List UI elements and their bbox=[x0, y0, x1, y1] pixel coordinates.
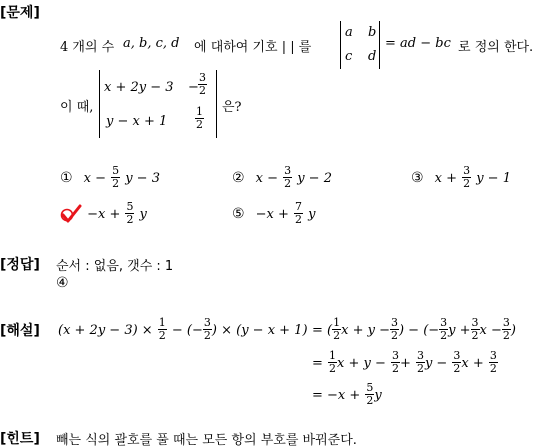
det-def-c: c bbox=[345, 49, 353, 64]
choice-3-fraction: $\frac{3}{2}$ bbox=[463, 164, 471, 190]
det-formula: = ad − bc bbox=[385, 36, 451, 51]
choice-4[interactable] bbox=[60, 201, 147, 226]
det-def-b: b bbox=[368, 25, 377, 40]
problem-header: [문제] bbox=[0, 5, 40, 21]
determinant-definition bbox=[340, 21, 380, 69]
choice-1-fraction: $\frac{5}{2}$ bbox=[112, 164, 120, 190]
choice-3-post: y − 1 bbox=[476, 171, 511, 186]
det-q-r2c2-fraction: $\frac{1}{2}$ bbox=[196, 105, 203, 131]
choice-3-number: ③ bbox=[411, 170, 424, 186]
choice-4-fraction: $\frac{5}{2}$ bbox=[126, 200, 134, 226]
question-prefix: 이 때, bbox=[60, 100, 94, 115]
choice-1-number: ① bbox=[60, 170, 73, 186]
answer-value: ④ bbox=[56, 275, 69, 291]
choice-1-post: y − 3 bbox=[125, 171, 160, 186]
choice-2-fraction: $\frac{3}{2}$ bbox=[284, 164, 292, 190]
problem-intro-suffix: 로 정의 한다. bbox=[458, 40, 534, 55]
choice-5-post: y bbox=[308, 207, 316, 222]
choice-3[interactable] bbox=[411, 165, 511, 190]
det-def-a: a bbox=[345, 25, 353, 40]
choice-2-number: ② bbox=[232, 170, 245, 186]
det-def-d: d bbox=[368, 49, 377, 64]
hint-text: 빼는 식의 괄호를 풀 때는 모든 항의 부호를 바꿔준다. bbox=[56, 433, 357, 448]
answer-meta: 순서 : 없음, 갯수 : 1 bbox=[56, 259, 174, 274]
hint-header: [힌트] bbox=[0, 431, 40, 447]
explanation-step-2: = $\frac{1}{2}$ x + y − $\frac{3}{2}$ + $\frac{3}{2}$ y − $\frac{3}{2}$ x + $\frac{3}{2}$ bbox=[312, 349, 497, 375]
problem-intro-vars: a, b, c, d bbox=[123, 36, 180, 51]
det-q-r1c1: x + 2y − 3 bbox=[104, 80, 174, 95]
explanation-step-1: = ( $\frac{1}{2}$ x + y − $\frac{3}{2}$ ) − (− $\frac{3}{2}$ y + $\frac{3}{2}$ x − $\frac{3}{2}$ ) bbox=[312, 316, 516, 342]
choice-1-pre: x − bbox=[83, 171, 107, 186]
problem-intro-middle: 에 대하여 기호 | | 를 bbox=[194, 40, 312, 55]
choice-4-pre: −x + bbox=[87, 207, 121, 222]
choice-5-pre: −x + bbox=[255, 207, 289, 222]
choice-2-pre: x − bbox=[255, 171, 279, 186]
choice-5-fraction: $\frac{7}{2}$ bbox=[295, 200, 302, 226]
choice-5[interactable] bbox=[232, 201, 315, 226]
question-determinant bbox=[99, 70, 217, 138]
choice-1[interactable] bbox=[60, 165, 160, 190]
checkmark-icon bbox=[60, 204, 82, 224]
choice-2-post: y − 2 bbox=[297, 171, 332, 186]
det-q-r1c2-sign: − bbox=[188, 80, 199, 95]
explanation-step-3: = −x + $\frac{5}{2}$ y bbox=[312, 381, 382, 407]
problem-intro-prefix: 4 개의 수 bbox=[60, 40, 115, 55]
choice-5-number: ⑤ bbox=[232, 206, 245, 222]
question-suffix: 은? bbox=[222, 100, 242, 115]
explanation-header: [해설] bbox=[0, 323, 40, 339]
det-q-r1c2-fraction: $\frac{3}{2}$ bbox=[199, 71, 206, 97]
choice-3-pre: x + bbox=[434, 171, 458, 186]
choice-4-post: y bbox=[139, 207, 147, 222]
explanation-line-1: (x + 2y − 3) × $\frac{1}{2}$ − (− $\frac{3}{2}$ ) × (y − x + 1) bbox=[58, 316, 308, 342]
choice-2[interactable] bbox=[232, 165, 332, 190]
answer-header: [정답] bbox=[0, 257, 40, 273]
det-q-r2c1: y − x + 1 bbox=[106, 114, 168, 129]
